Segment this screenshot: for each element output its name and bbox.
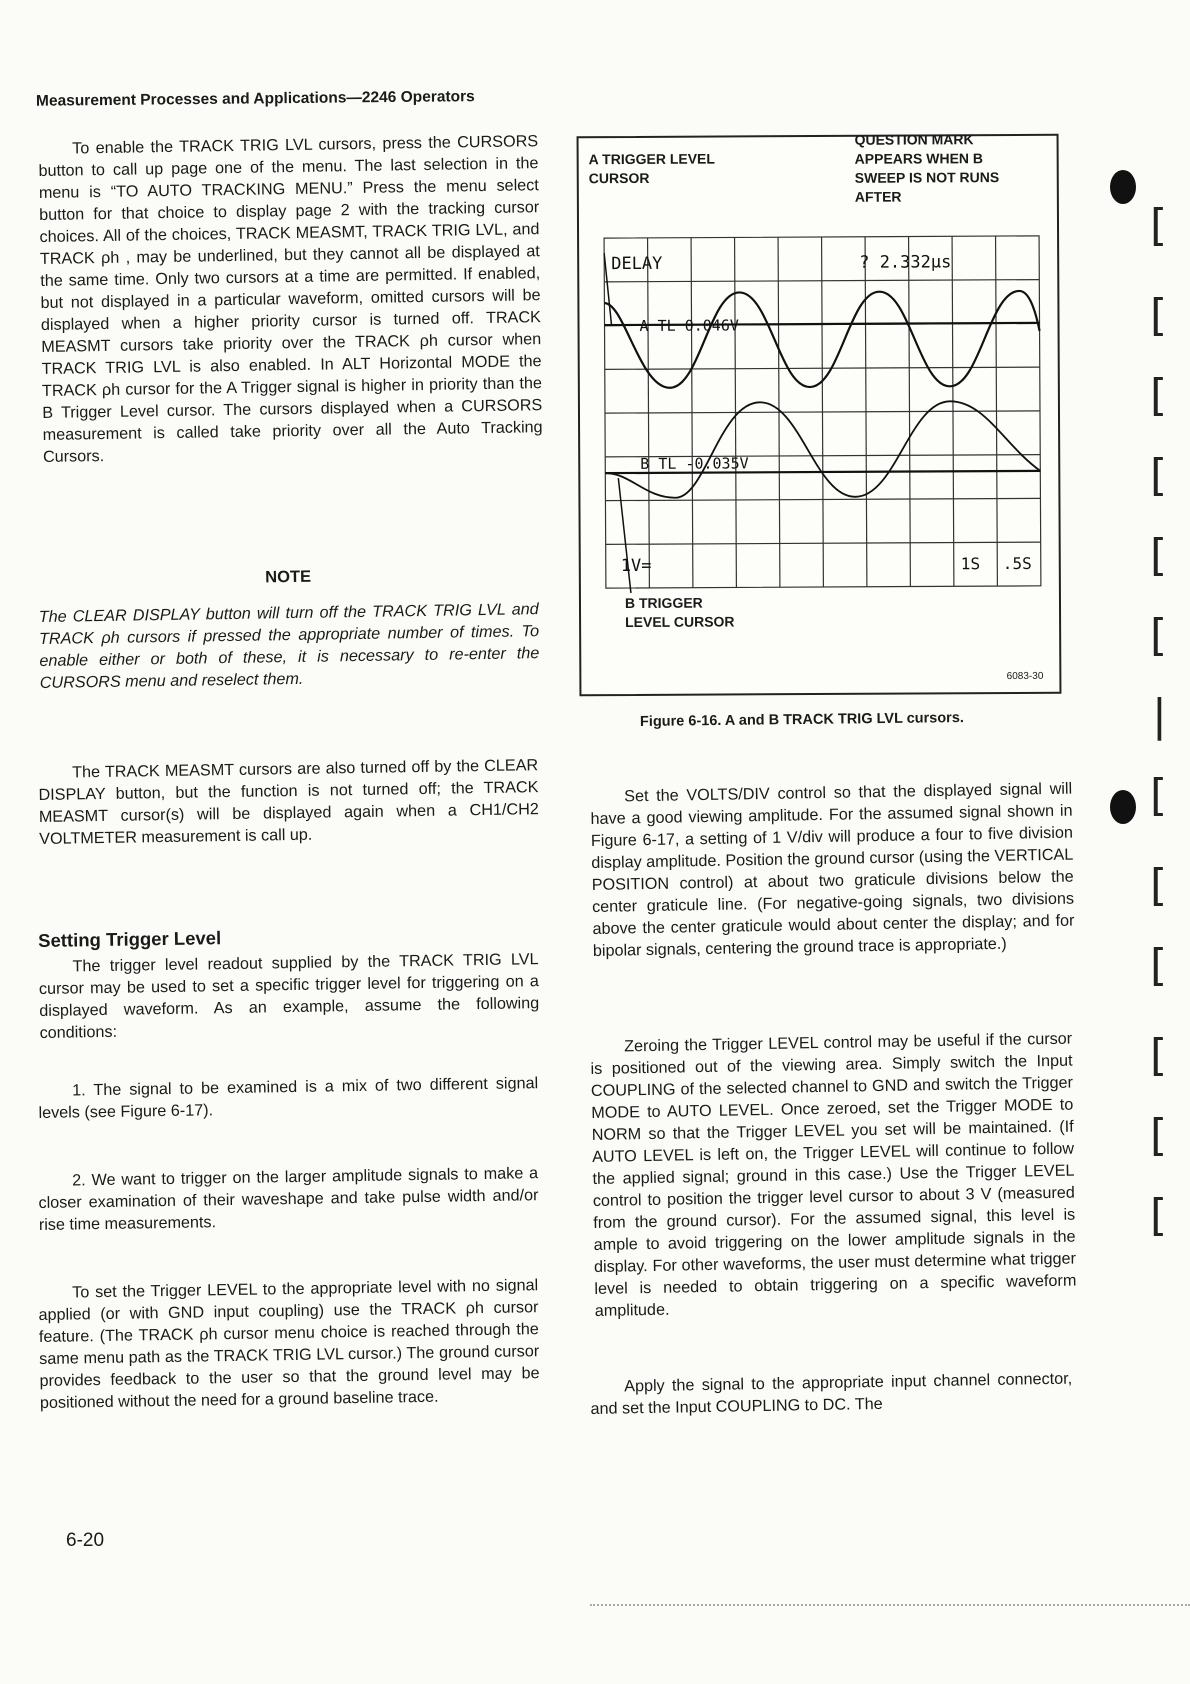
binding-hole-mark	[1110, 170, 1136, 204]
note-block	[38, 562, 540, 694]
figure-6-16	[577, 131, 1062, 697]
binding-bracket-icon: [	[1150, 290, 1168, 341]
paragraph-set-trigger-level: To set the Trigger LEVEL to the appropriate level with no signal applied (or with GND input coupling) use the TRACK ρh cursor feature. (The TRACK ρh cursor menu choice is reached through the same menu path as the TRACK TRIG LVL cursor.) The ground cursor provides feedback to the user so that the ground level may be positioned without the need for a ground baseline trace.	[38, 1276, 540, 1412]
right-column-p3	[590, 1368, 1073, 1420]
binding-bracket-icon: [	[1150, 770, 1168, 821]
binding-bracket-icon: [	[1150, 530, 1168, 581]
paragraph-cursors-intro: To enable the TRACK TRIG LVL cursors, press the CURSORS button to call up page one of the menu. The last selection in the menu is “TO AUTO TRACKING MENU.” Press the menu select button for that choice to display page 2 with the tracking cursor choices. All of the choices, TRACK MEASMT, TRACK TRIG LVL, and TRACK ρh , may be underlined, but they cannot all be displayed at the same time. Only two cursors at a time are permitted. If enabled, but not displayed in a particular waveform, omitted cursors will be displayed when a higher priority cursor is turned off. TRACK MEASMT cursors take priority over the TRACK ρh cursor when TRACK TRIG LVL is also enabled. In ALT Horizontal MODE the TRACK ρh cursor for the A Trigger signal is higher in priority than the B Trigger Level cursor. The cursors displayed when a CURSORS measurement is called take priority over all the Auto Tracking Cursors.	[38, 132, 543, 466]
list-item-2	[38, 1162, 539, 1236]
list-item-text: 2. We want to trigger on the larger amplitude signals to make a closer examination of their waveshape and take pulse width and/or rise time measurements.	[38, 1164, 539, 1234]
label-question-mark: QUESTION MARK APPEARS WHEN B SWEEP IS NOT RUNS AFTER	[854, 131, 1000, 205]
scan-edge-line	[590, 1604, 1190, 1606]
left-column-p2	[38, 754, 539, 850]
binding-bracket-icon: [	[1150, 1030, 1168, 1081]
oscilloscope-screen	[599, 231, 1051, 593]
running-header: Measurement Processes and Applications—2246 Operators	[35, 88, 475, 110]
readout-b-trigger-level: B TL -0.035V	[640, 454, 749, 473]
label-a-trigger-cursor: A TRIGGER LEVEL CURSOR	[588, 150, 715, 187]
binding-bracket-icon: [	[1150, 1190, 1168, 1241]
note-title: NOTE	[265, 567, 312, 587]
paragraph-zeroing-trigger: Zeroing the Trigger LEVEL control may be useful if the cursor is positioned out of the viewing area. Simply switch the Input COUPLING of the selected channel to GND and switch the Trigger MODE to AUTO LEVEL. Once zeroed, set the Trigger MODE to NORM so that the Trigger LEVEL you set will be maintained. (If AUTO LEVEL is left on, the Trigger LEVEL will continue to follow the applied signal; ground in this case.) Use the Trigger LEVEL control to position the trigger level cursor to about 3 V (measured from the ground cursor). For the assumed signal, this level is ample to avoid triggering on the lower amplitude signals in the display. For other waveforms, the user must determine what trigger level is needed to obtain triggering on a specific waveform amplitude.	[590, 1029, 1077, 1320]
graticule-grid	[604, 236, 1041, 588]
paragraph-apply-signal: Apply the signal to the appropriate input channel connector, and set the Input COUPLING to DC. The	[590, 1369, 1073, 1418]
section-heading: Setting Trigger Level	[38, 927, 222, 951]
binding-bracket-icon: [	[1150, 450, 1168, 501]
binding-bracket-icon: [	[1150, 370, 1168, 421]
binding-hole-mark	[1110, 790, 1136, 824]
readout-delay-time: ? 2.332µs	[859, 252, 952, 273]
right-column-p2	[590, 1028, 1077, 1322]
readout-volts-per-div: 1V=	[620, 555, 652, 577]
list-item-1	[38, 1072, 539, 1124]
paragraph-trigger-readout: The trigger level readout supplied by the TRACK TRIG LVL cursor may be used to set a specific trigger level for triggering on a displayed waveform. As an example, assume the following conditions:	[38, 950, 540, 1042]
binding-bracket-icon: [	[1150, 1110, 1168, 1161]
readout-b-sec-div: .5S	[1002, 553, 1032, 574]
paragraph-volts-div: Set the VOLTS/DIV control so that the displayed signal will have a good viewing amplitude. For the assumed signal shown in Figure 6-17, a setting of 1 V/div will produce a four to five division display amplitude. Position the ground cursor (using the VERTICAL POSITION control) at about two graticule divisions below the center graticule line. (For negative-going signals, two divisions above the center graticule would about center the display; and for bipolar signals, centering the ground trace is appropriate.)	[590, 779, 1075, 960]
paragraph-track-measmt: The TRACK MEASMT cursors are also turned off by the CLEAR DISPLAY button, but the function is not turned off; the TRACK MEASMT cursor(s) will be displayed again when a CH1/CH2 VOLTMETER measurement is call up.	[38, 756, 539, 848]
binding-bracket-icon: [	[1150, 940, 1168, 991]
list-item-text: 1. The signal to be examined is a mix of two different signal levels (see Figure 6-17).	[38, 1074, 539, 1122]
right-column-p1	[590, 778, 1075, 962]
binding-bracket-icon: |	[1152, 690, 1167, 741]
readout-a-sec-div: 1S	[960, 554, 981, 574]
readout-delay: DELAY	[611, 253, 663, 275]
readout-a-trigger-level: A TL 0.046V	[639, 316, 739, 335]
left-column-p4	[38, 1274, 540, 1414]
figure-number: 6083-30	[1006, 670, 1044, 683]
left-column	[38, 130, 543, 468]
label-b-trigger-cursor: B TRIGGER LEVEL CURSOR	[624, 594, 735, 631]
binding-bracket-icon: [	[1150, 610, 1168, 661]
binding-bracket-icon: [	[1150, 200, 1168, 251]
left-column-section	[38, 922, 540, 1044]
figure-caption: Figure 6-16. A and B TRACK TRIG LVL cursors.	[639, 710, 964, 730]
page-number: 6-20	[66, 1530, 105, 1551]
note-body: The CLEAR DISPLAY button will turn off the TRACK TRIG LVL and TRACK ρh cursors if pressed the appropriate number of times. To enable either or both of these, it is necessary to re-enter the CURSORS menu and reselect them.	[38, 600, 540, 692]
binding-bracket-icon: [	[1150, 860, 1168, 911]
